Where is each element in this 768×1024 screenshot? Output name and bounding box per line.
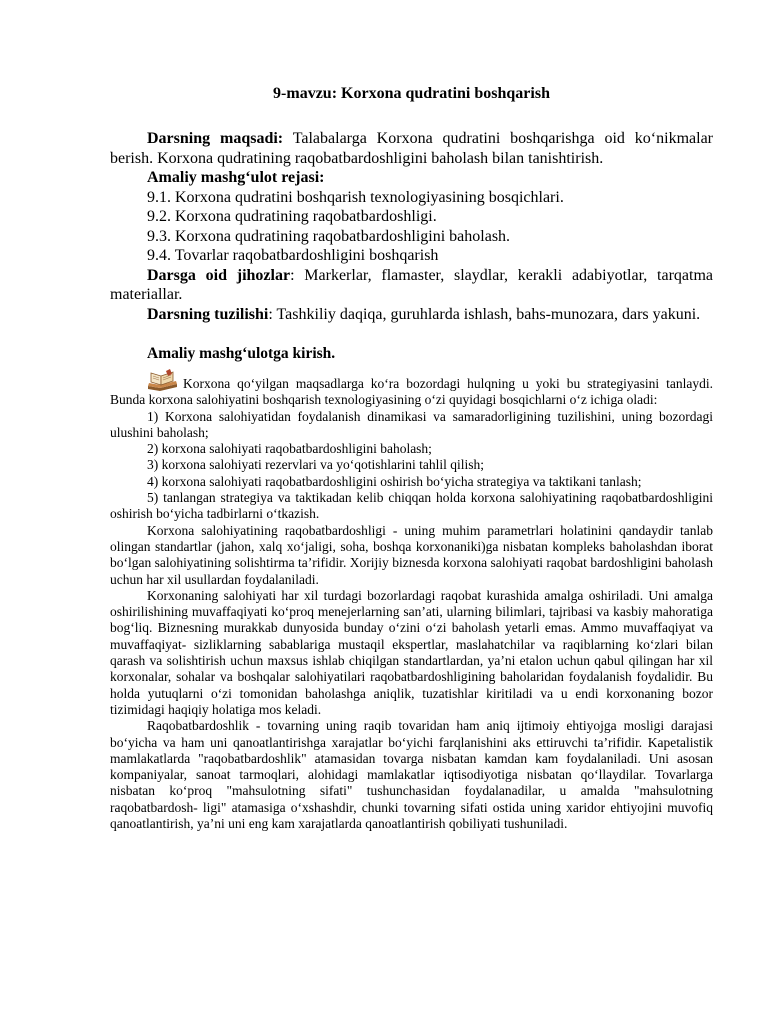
document-content [110,83,713,832]
plan-item: 9.3. Korxona qudratining raqobatbardoshligini baholash. [147,227,511,245]
intro-paragraph [110,369,713,409]
intro-heading: Amaliy mashg‘ulotga kirish. [147,345,336,362]
plan-heading [110,168,713,188]
body-paragraph: Korxonaning salohiyati har xil turdagi bozorlardagi raqobat kurashida amalga oshiriladi. Uni amalga oshirilishining muvaffaqiyati ko‘proq menejerlarning san’ati, ularning bilimlari, tajribasi va kasbiy mahoratiga bog‘liq. Biznesning murakkab dunyosida bunday o‘zini o‘zi baholash yetarli emas. Ammo muvaffaqiyat va muvaffaqiyat- sizliklarning sabablariga mustaqil ekspertlar, maslahatchilar va raqiblarning ko‘zlari bilan qarash va solishtirish uchun maxsus ishlab chiqilgan standartlardan, ya’ni etalon uchun qabul qilingan har xil korxonalar, sohalar va boshqalar salohiyatilari raqobatbardoshligining baholaridan foydalanish foydalidir. Bu holda yutuqlarni o‘zi tomonidan baholashga aniqlik, tuzatishlar kiritiladi va u endi korxonaning bozor tizimidagi haqiqiy holatiga mos keladi. [110,587,713,717]
lesson-goal-label: Darsning maqsadi: [147,130,284,147]
body-paragraph: 5) tanlangan strategiya va taktikadan kelib chiqqan holda korxona salohiyatining raqobatbardoshligini oshirish bo‘yicha tadbirlarni o‘tkazish. [110,490,713,522]
intro-paragraph-text: Korxona qo‘yilgan maqsadlarga ko‘ra bozordagi hulqning u yoki bu strategiyasini tanlaydi. Bunda korxona salohiyatini boshqarish texnologiyasining o‘zi quyidagi bosqichlarni o‘z ichiga oladi: [110,376,713,408]
plan-item: 9.4. Tovarlar raqobatbardoshligini boshqarish [147,247,439,264]
body-paragraph: 1) Korxona salohiyatidan foydalanish dinamikasi va samaradorligining tuzilishini, uning bozordagi ulushini baholash; [110,408,713,440]
lesson-equipment [110,266,713,305]
plan-item: 9.2. Korxona qudratining raqobatbardoshligi. [147,208,437,225]
body-paragraph: Raqobatbardoshlik - tovarning uning raqib tovaridan ham aniq ijtimoiy ehtiyojga mosligi darajasi bo‘yicha va ham uni qanoatlantirishga xarajatlar bo‘yichi farqlanishini aks ettiruvchi ta’rifidir. Kapetalistik mamlakatlarda "raqobatbardoshlik" atamasidan tovarga nisbatan kamdan kam foydalaniladi. Uni asosan kompaniyalar, sanoat tarmoqlari, alohidagi mamlakatlar iqtisodiyotiga nisbatan qo‘llaydilar. Tovarlarga nisbatan ko‘proq "mahsulotning sifati" tushunchasidan foydalanadilar, u amalda "mahsulotning raqobatbardosh- ligi" atamasiga o‘xshashdir, chunki tovarning sifati ostida uning xaridor ehtiyojini muvofiq qanoatlantirish, ya’ni uni eng kam xarajatlarda qanoatlantirish qobiliyati tushuniladi. [110,718,713,832]
lesson-goal-text: Talabalarga Korxona qudratini boshqarishga oid ko‘nikmalar berish. Korxona qudratining raqobatbardoshligini baholash bilan tanishtirish. [110,130,713,167]
plan-item: 9.1. Korxona qudratini boshqarish texnologiyasining bosqichlari. [147,188,564,206]
body-paragraph: 3) korxona salohiyati rezervlari va yo‘qotishlarini tahlil qilish; [147,457,485,473]
body-paragraph: 4) korxona salohiyati raqobatbardoshligini oshirish bo‘yicha strategiya va taktikani tanlash; [147,473,642,489]
lesson-structure [110,305,713,325]
lesson-structure-text: : Tashkiliy daqiqa, guruhlarda ishlash, bahs-munozara, dars yakuni. [268,305,701,323]
plan-heading-label: Amaliy mashg‘ulot rejasi: [147,169,325,186]
lesson-goal [110,129,713,168]
lesson-equipment-text: : Markerlar, flamaster, slaydlar, kerakli adabiyotlar, tarqatma materiallar. [110,266,714,303]
book-icon [146,369,180,391]
lesson-overview [110,129,713,324]
lesson-structure-label: Darsning tuzilishi [147,305,269,323]
lesson-equipment-label: Darsga oid jihozlar [147,266,291,284]
body-paragraph: 2) korxona salohiyati raqobatbardoshligini baholash; [147,441,432,457]
intro-body [110,369,713,832]
body-paragraph: Korxona salohiyatining raqobatbardoshligi - uning muhim parametrlari holatinini qandaydir tanlab olingan standartlar (jahon, xalq xo‘jaligi, soha, boshqa korxonaniki)ga nisbatan kompleks baholashdan iborat bo‘lgan salohiyatining solishtirma ta’rifidir. Xorijiy biznesda korxona salohiyati raqobat bardoshligini baholash uchun har xil usullardan foydalaniladi. [110,522,713,587]
page-title: 9-mavzu: Korxona qudratini boshqarish [273,85,550,102]
